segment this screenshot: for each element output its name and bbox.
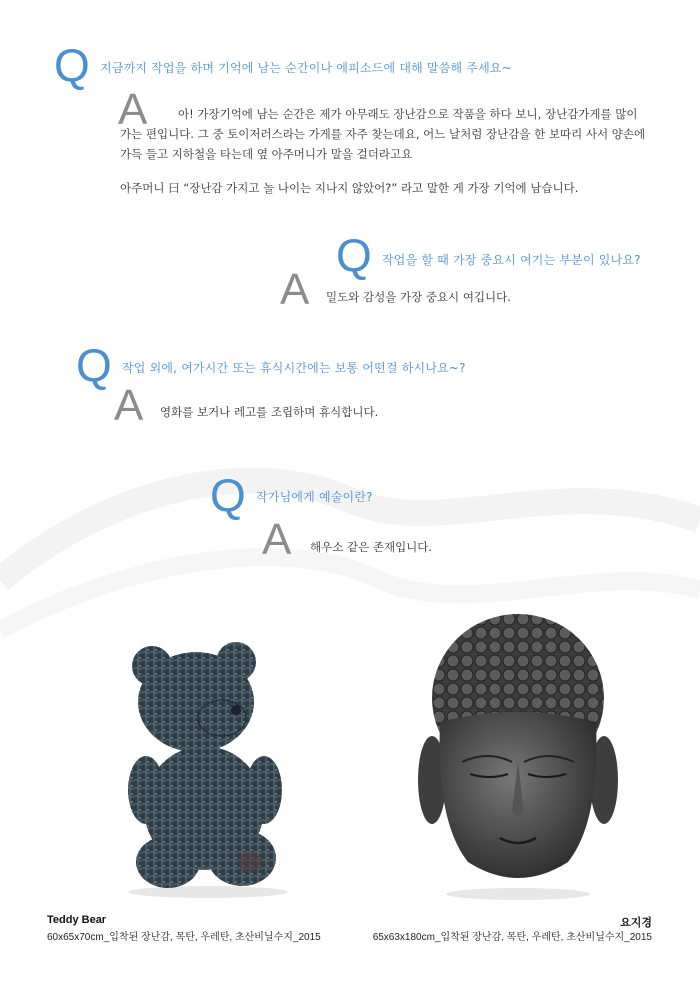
artwork-right-detail: 65x63x180cm_입착된 장난감, 목탄, 우레탄, 초산비닐수지_2015 xyxy=(372,932,652,943)
artwork-left-detail: 60x65x70cm_입착된 장난감, 목탄, 우레탄, 초산비닐수지_2015 xyxy=(47,932,321,943)
question-mark-3: Q xyxy=(76,339,112,391)
answer-1-line-4: 아주머니 曰 “장난감 가지고 놀 나이는 지나지 않았어?” 라고 말한 게 가장 기억에 남습니다. xyxy=(120,181,579,195)
answer-1-line-1: 아! 가장기억에 남는 순간은 제가 아무래도 장난감으로 작품을 하다 보니, 장난감가게를 많이 xyxy=(178,107,638,121)
question-mark-2: Q xyxy=(336,229,372,281)
answer-mark-3: A xyxy=(114,381,144,430)
answer-1-line-3: 가득 들고 지하철을 타는데 옆 아주머니가 말을 걸더라고요 xyxy=(120,147,413,161)
question-2: 작업을 할 때 가장 중요시 여기는 부분이 있나요? xyxy=(382,253,641,267)
question-mark-4: Q xyxy=(210,469,246,521)
answer-mark-2: A xyxy=(280,265,310,314)
artwork-right-title: 요지경 xyxy=(620,917,652,929)
question-mark-1: Q xyxy=(54,39,90,91)
buddha-head-sculpture-image xyxy=(418,612,618,902)
answer-2: 밀도와 감성을 가장 중요시 여깁니다. xyxy=(326,290,511,304)
answer-1-line-2: 가는 편입니다. 그 중 토이저러스라는 가게를 자주 찾는데요, 어느 날처럼 장난감을 한 보따리 사서 양손에 xyxy=(120,127,646,141)
question-1: 지금까지 작업을 하며 기억에 남는 순간이나 에피소드에 대해 말씀해 주세요~ xyxy=(100,61,512,75)
answer-mark-4: A xyxy=(262,515,292,564)
answer-3: 영화를 보거나 레고를 조립하며 휴식합니다. xyxy=(160,405,379,419)
teddy-bear-sculpture-image xyxy=(118,640,298,900)
answer-mark-1: A xyxy=(118,85,148,134)
question-3: 작업 외에, 여가시간 또는 휴식시간에는 보통 어떤걸 하시나요~? xyxy=(122,361,466,375)
artwork-left-title: Teddy Bear xyxy=(47,914,107,926)
question-4: 작가님에게 예술이란? xyxy=(256,490,373,504)
answer-4: 해우소 같은 존재입니다. xyxy=(310,540,433,554)
